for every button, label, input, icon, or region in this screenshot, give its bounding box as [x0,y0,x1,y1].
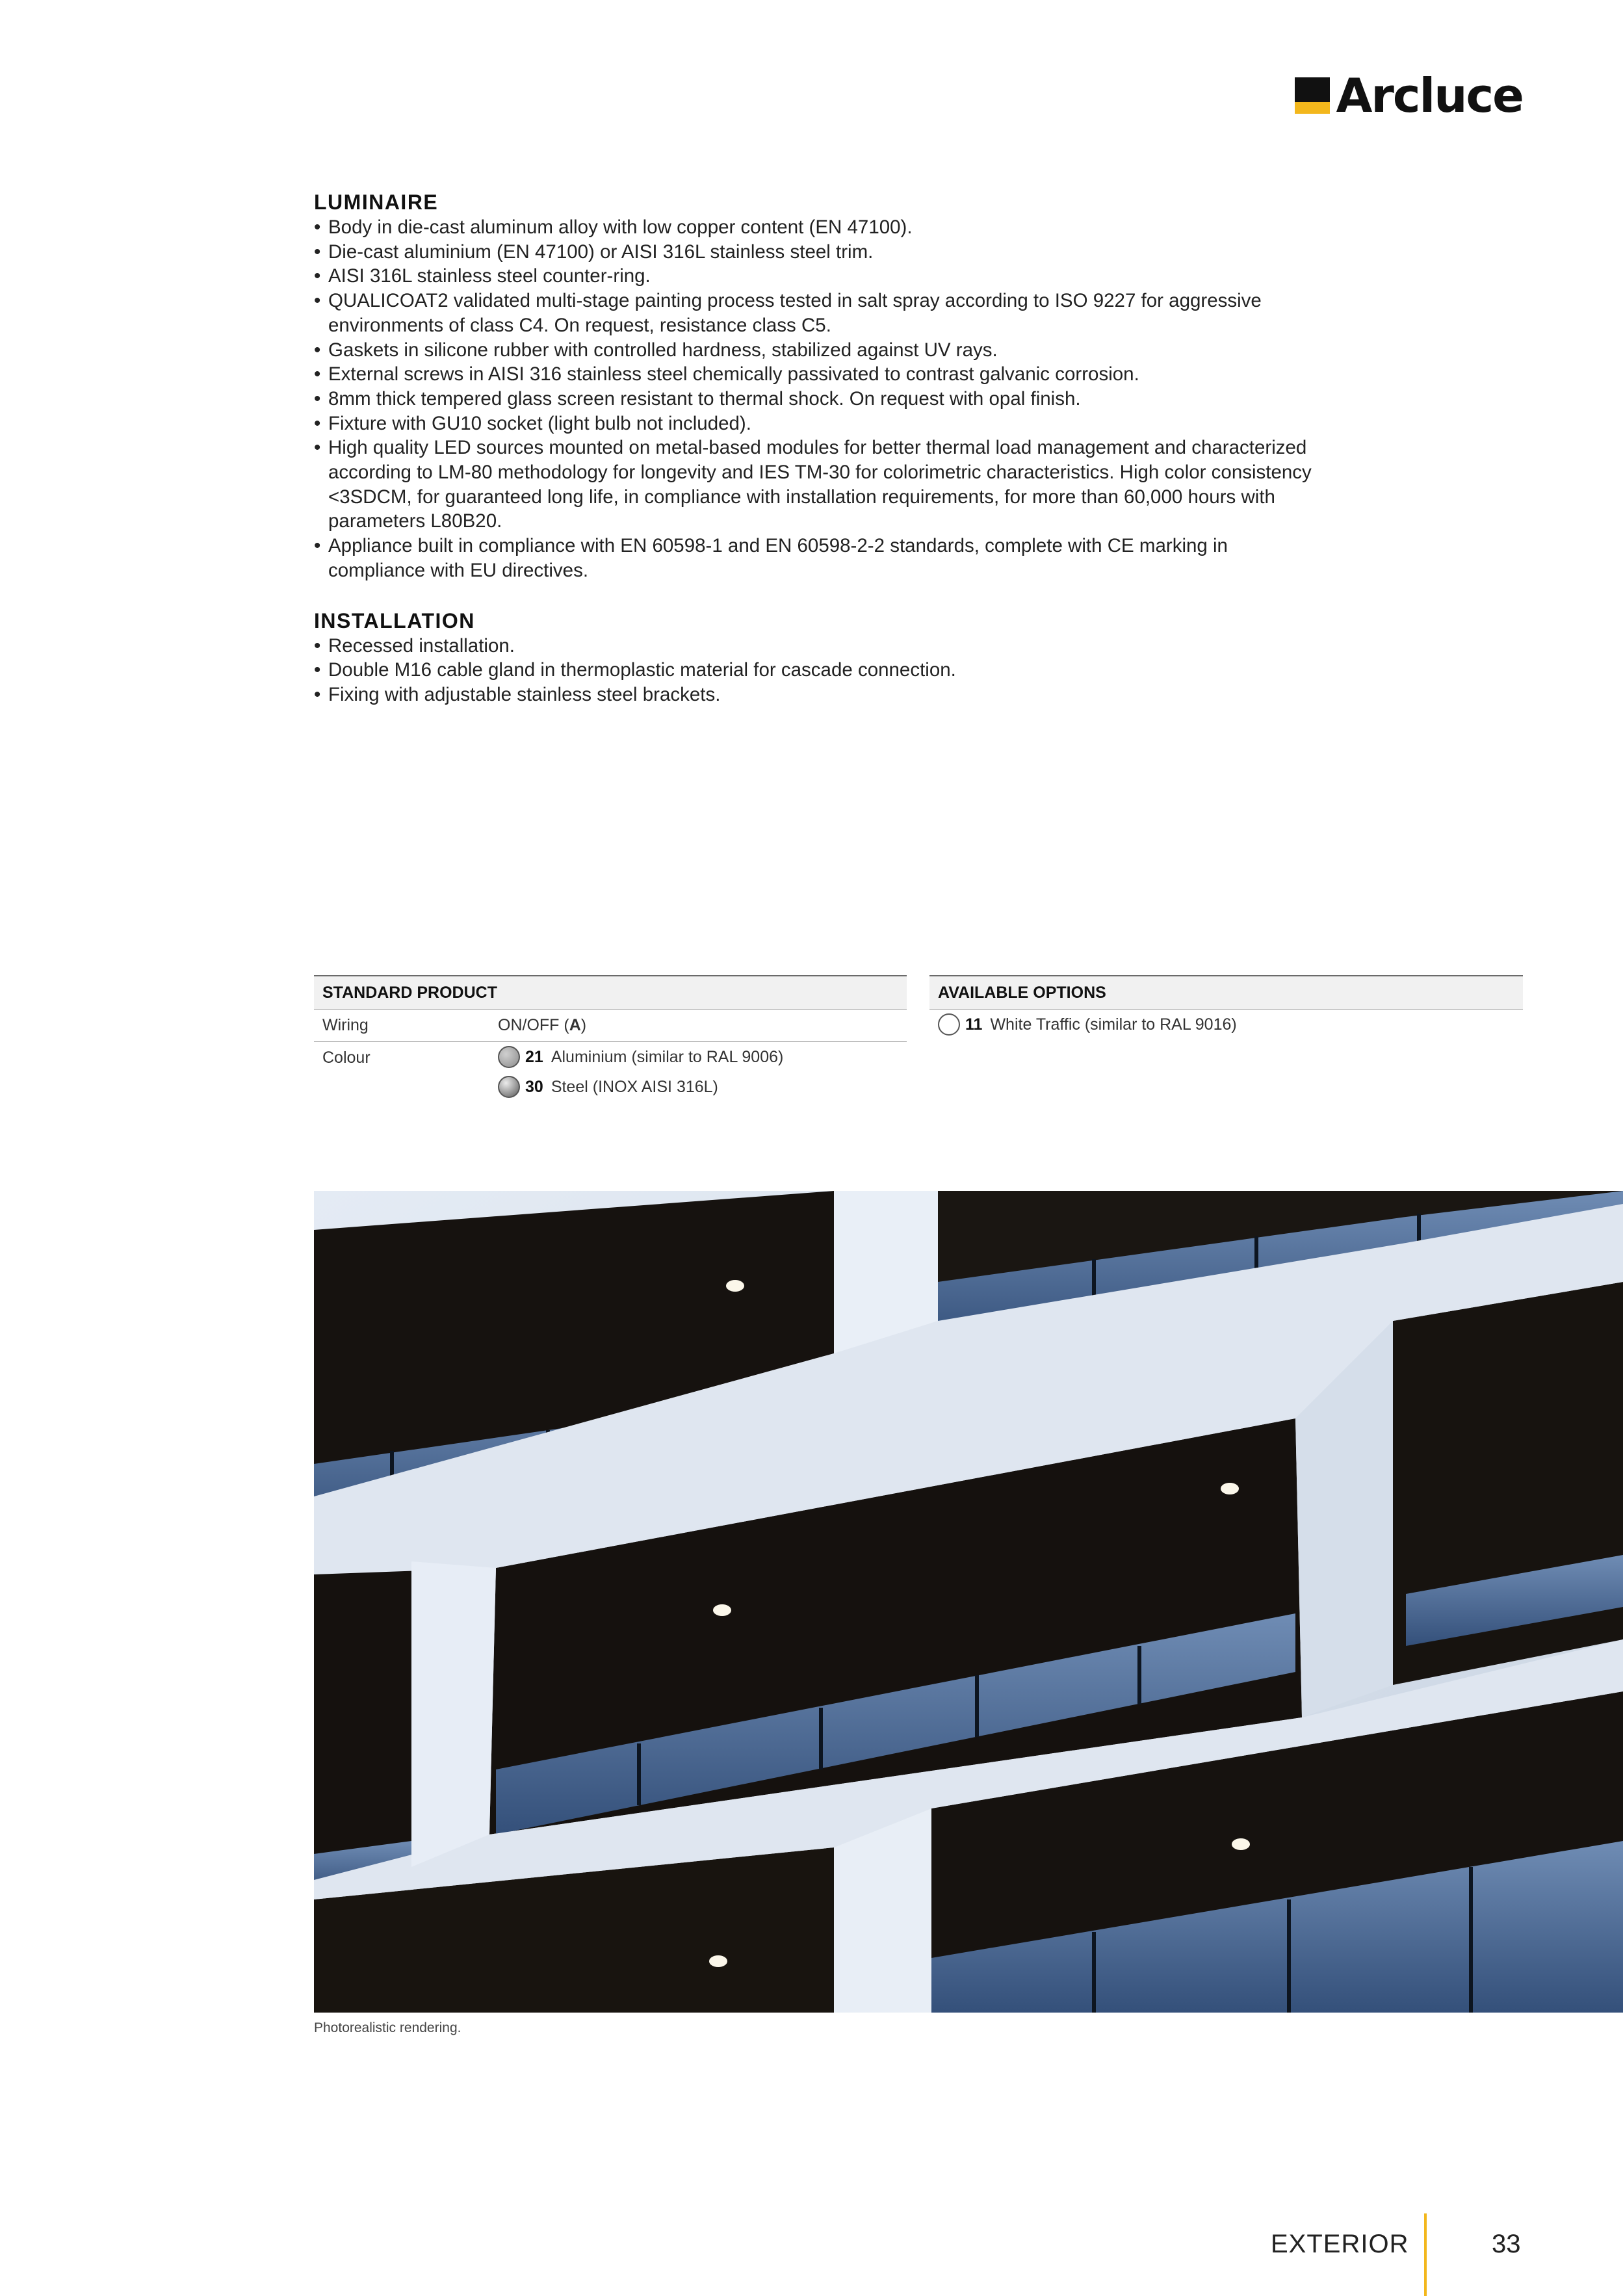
standard-product-header: STANDARD PRODUCT [314,975,907,1010]
list-item: • Fixing with adjustable stainless steel brackets. [314,683,1328,707]
table-row [929,1010,1523,1041]
wiring-value [498,1010,907,1041]
colour-values [498,1042,907,1102]
standard-product-table [314,975,907,1102]
colour-code: 21 [525,1047,543,1066]
list-item: • Appliance built in compliance with EN 60598-1 and EN 60598-2-2 standards, complete with CE marking in compliance with EU directives. [314,534,1328,582]
list-item: • Recessed installation. [314,634,1328,659]
wiring-prefix: ON/OFF ( [498,1016,569,1034]
list-item: • Gaskets in silicone rubber with controlled hardness, stabilized against UV rays. [314,338,1328,363]
colour-option [498,1072,907,1102]
installation-list [314,634,1328,707]
building-photo [314,1191,1623,2013]
brand-logo [1295,68,1523,123]
photo-caption: Photorealistic rendering. [314,2020,461,2035]
table-row [314,1010,907,1042]
spec-content [314,189,1328,707]
wiring-label: Wiring [322,1016,369,1034]
wiring-suffix: ) [580,1016,587,1034]
installation-heading: INSTALLATION [314,608,475,633]
page-number: 33 [1492,2230,1521,2258]
colour-label: Colour [322,1049,370,1067]
list-item: • 8mm thick tempered glass screen resistant to thermal shock. On request with opal finish. [314,387,1328,411]
aluminium-swatch-icon [498,1046,520,1068]
table-row [314,1042,907,1102]
colour-name: Aluminium (similar to RAL 9006) [551,1047,784,1066]
colour-code: 30 [525,1077,543,1096]
luminaire-heading: LUMINAIRE [314,190,439,214]
list-item: • Body in die-cast aluminum alloy with low copper content (EN 47100). [314,215,1328,240]
colour-code: 11 [965,1015,983,1034]
list-item: • AISI 316L stainless steel counter-ring. [314,264,1328,289]
list-item: • Fixture with GU10 socket (light bulb not included). [314,411,1328,436]
wiring-code: A [569,1016,581,1034]
footer-divider [1424,2213,1427,2296]
facade-illustration [314,1191,1623,2013]
available-options-table [929,975,1523,1041]
luminaire-list [314,215,1328,583]
available-options-header: AVAILABLE OPTIONS [929,975,1523,1010]
list-item: • QUALICOAT2 validated multi-stage painting process tested in salt spray according to ISO 9227 for aggressive environments of class C4. On request, resistance class C5. [314,289,1328,337]
white-swatch-icon [938,1013,960,1036]
colour-option [938,1010,1523,1039]
colour-name: Steel (INOX AISI 316L) [551,1077,718,1096]
steel-swatch-icon [498,1076,520,1098]
list-item: • Double M16 cable gland in thermoplastic material for cascade connection. [314,658,1328,683]
colour-name: White Traffic (similar to RAL 9016) [990,1015,1237,1034]
colour-values [929,1010,1523,1039]
list-item: • Die-cast aluminium (EN 47100) or AISI 316L stainless steel trim. [314,240,1328,265]
logo-wordmark: Arcluce [1336,68,1523,123]
list-item: • External screws in AISI 316 stainless steel chemically passivated to contrast galvanic corrosion. [314,362,1328,387]
list-item: • High quality LED sources mounted on metal-based modules for better thermal load management and characterized according to LM-80 methodology for longevity and IES TM-30 for colorimetric characteristics. High color consistency <3SDCM, for guaranteed long life, in compliance with installation requirements, for more than 60,000 hours with parameters L80B20. [314,436,1328,534]
logo-mark-icon [1295,77,1330,114]
colour-option [498,1042,907,1072]
section-label: EXTERIOR [1271,2230,1409,2258]
